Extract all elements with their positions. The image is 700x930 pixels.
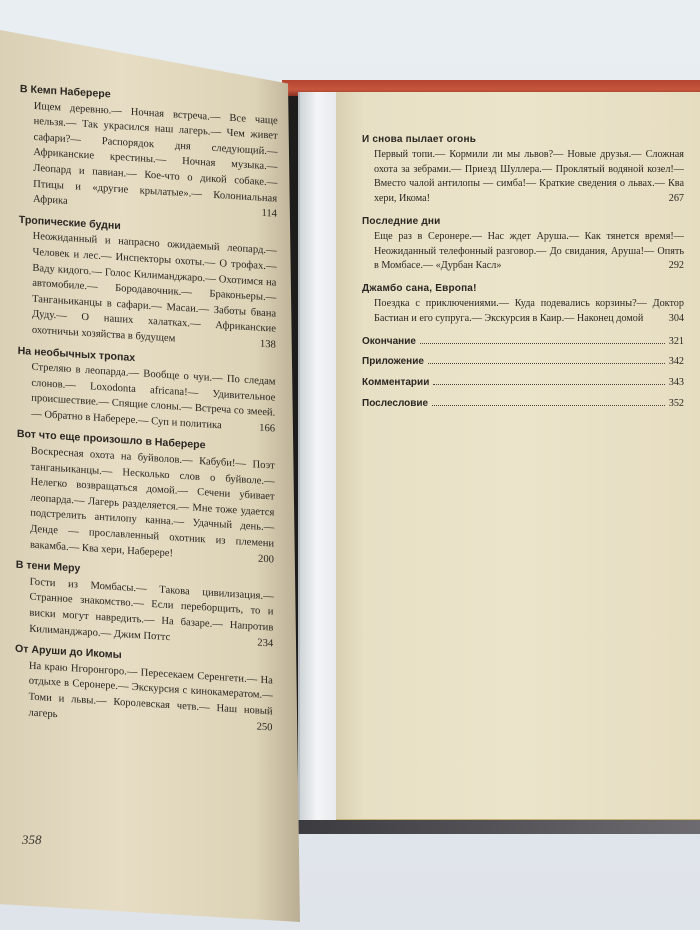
toc-chapter-title: На необычных тропах	[17, 344, 136, 364]
toc-entry	[16, 427, 275, 567]
toc-entry	[19, 82, 278, 222]
page-number: 358	[22, 832, 42, 847]
toc-chapter-description: Гости из Момбасы.— Такова цивилизация.— Странное знакомство.— Если переборщить, то и виски могут навредить.— На базаре.— Напротив Килиманджаро.— Джим Поттс 234	[15, 574, 274, 652]
toc-single-entry	[362, 397, 684, 412]
toc-chapter-description: Ищем деревню.— Ночная встреча.— Все чаще нельзя.— Так украсился наш лагерь.— Чем живет сафари?— Распорядок дня следующий.— Африканские крестины.— Ночная музыка.— Леопард и павиан.— Кое-что о дикой собаке.— Птицы и «другие крылатые».— Колониальная Африка 114	[19, 98, 278, 223]
toc-entry	[17, 343, 276, 437]
toc-chapter-title: В тени Меру	[15, 558, 81, 575]
toc-entry	[362, 282, 684, 326]
toc-entry	[18, 213, 277, 353]
left-page-wrap	[0, 0, 310, 930]
toc-entry	[14, 642, 273, 736]
toc-single-entry	[362, 376, 684, 391]
toc-chapter-description: Еще раз в Серонере.— Нас ждет Аруша.— Как тянется время!— Неожиданный телефонный разговор.— До свидания, Аруша!— Опять в Момбасе.— «Дурбан Касл» 292	[362, 230, 684, 274]
toc-chapter-description: Первый топи.— Кормили ли мы львов?— Новые друзья.— Сложная охота за зебрами.— Приезд Шуллера.— Проклятый водяной козел!— Вместо чалой антилопы — симба!— Краткие сведения о львах.— Ква хери, Икома! 267	[362, 148, 684, 207]
toc-page-number: 352	[668, 397, 684, 409]
toc-page-number: 342	[668, 356, 684, 368]
toc-chapter-title: Джамбо сана, Европа!	[362, 283, 477, 295]
toc-page-number: 138	[259, 338, 276, 351]
toc-page-number: 200	[258, 553, 275, 566]
toc-chapter-description: Стреляю в леопарда.— Вообще о чуи.— По следам слонов.— Loxodonta africana!— Удивительное происшествие.— Спящие слоны.— Встреча со змеей.— Обратно в Наберере.— Суп и политика 166	[17, 359, 276, 437]
toc-chapter-title: Вот что еще произошло в Наберере	[16, 428, 206, 452]
toc-page-number: 166	[259, 422, 276, 435]
toc-section-title: Приложение	[362, 356, 424, 368]
toc-chapter-description: Неожиданный и напрасно ожидаемый леопард.— Человек и лес.— Инспекторы охоты.— О трофах.— Ваду кидого.— Голос Килиманджаро.— Охотимся на автомобиле.— Бородавочник.— Браконьеры.— Танганьиканцы в сафари.— Масаи.— Заботы бвана Дуду.— О наших халатках.— Африканские охотничьи хозяйства в будущем 138	[18, 228, 277, 353]
toc-chapter-description: Поездка с приключениями.— Куда подевались корзины?— Доктор Бастиан и его супруга.— Экскурсия в Каир.— Наконец домой 304	[362, 297, 684, 327]
toc-page-number: 292	[668, 260, 684, 272]
toc-page-number: 343	[668, 377, 684, 389]
left-page-toc	[14, 82, 278, 742]
toc-chapter-title: Тропические будни	[18, 213, 121, 232]
toc-page-number: 250	[256, 721, 273, 734]
toc-chapter-title: Последние дни	[362, 215, 441, 227]
toc-section-title: Окончание	[362, 335, 416, 347]
toc-entry	[362, 215, 684, 274]
toc-entry	[362, 133, 684, 207]
toc-page-number: 114	[261, 207, 278, 220]
toc-single-entry	[362, 355, 684, 370]
toc-chapter-title: И снова пылает огонь	[362, 134, 477, 145]
toc-chapter-description: На краю Нгоронгоро.— Пересекаем Серенгети.— На отдыхе в Серонере.— Экскурсия с кинокамератом.— Томи и львы.— Королевская четв.— Наш новый лагерь 250	[14, 657, 273, 735]
right-page-toc	[362, 133, 684, 418]
toc-page-number: 321	[668, 335, 684, 347]
toc-page-number: 304	[668, 312, 684, 324]
dot-leader	[428, 363, 665, 364]
toc-chapter-title: От Аруши до Икомы	[14, 642, 122, 662]
dot-leader	[432, 405, 665, 406]
toc-page-number: 267	[668, 193, 684, 205]
toc-chapter-title: В Кемп Наберере	[19, 82, 111, 101]
toc-section-title: Послесловие	[362, 397, 429, 409]
book-cover-bottom-edge	[290, 820, 700, 834]
toc-page-number: 234	[257, 637, 274, 650]
toc-entry	[15, 558, 274, 652]
dot-leader	[420, 343, 665, 344]
toc-single-entry	[362, 335, 684, 350]
toc-chapter-description: Воскресная охота на буйволов.— Кабуби!— Поэт танганьиканцы.— Несколько слов о буйволе.— Нелегко возвращаться домой.— Сечени убивает леопарда.— Лагерь разделяется.— Мне тоже удается подстрелить антилопу канна.— Удачный день.— Денде — прославленный охотник из племени вакамба.— Ква хери, Наберере! 200	[16, 443, 275, 568]
dot-leader	[433, 384, 664, 385]
toc-section-title: Комментарии	[362, 377, 430, 389]
